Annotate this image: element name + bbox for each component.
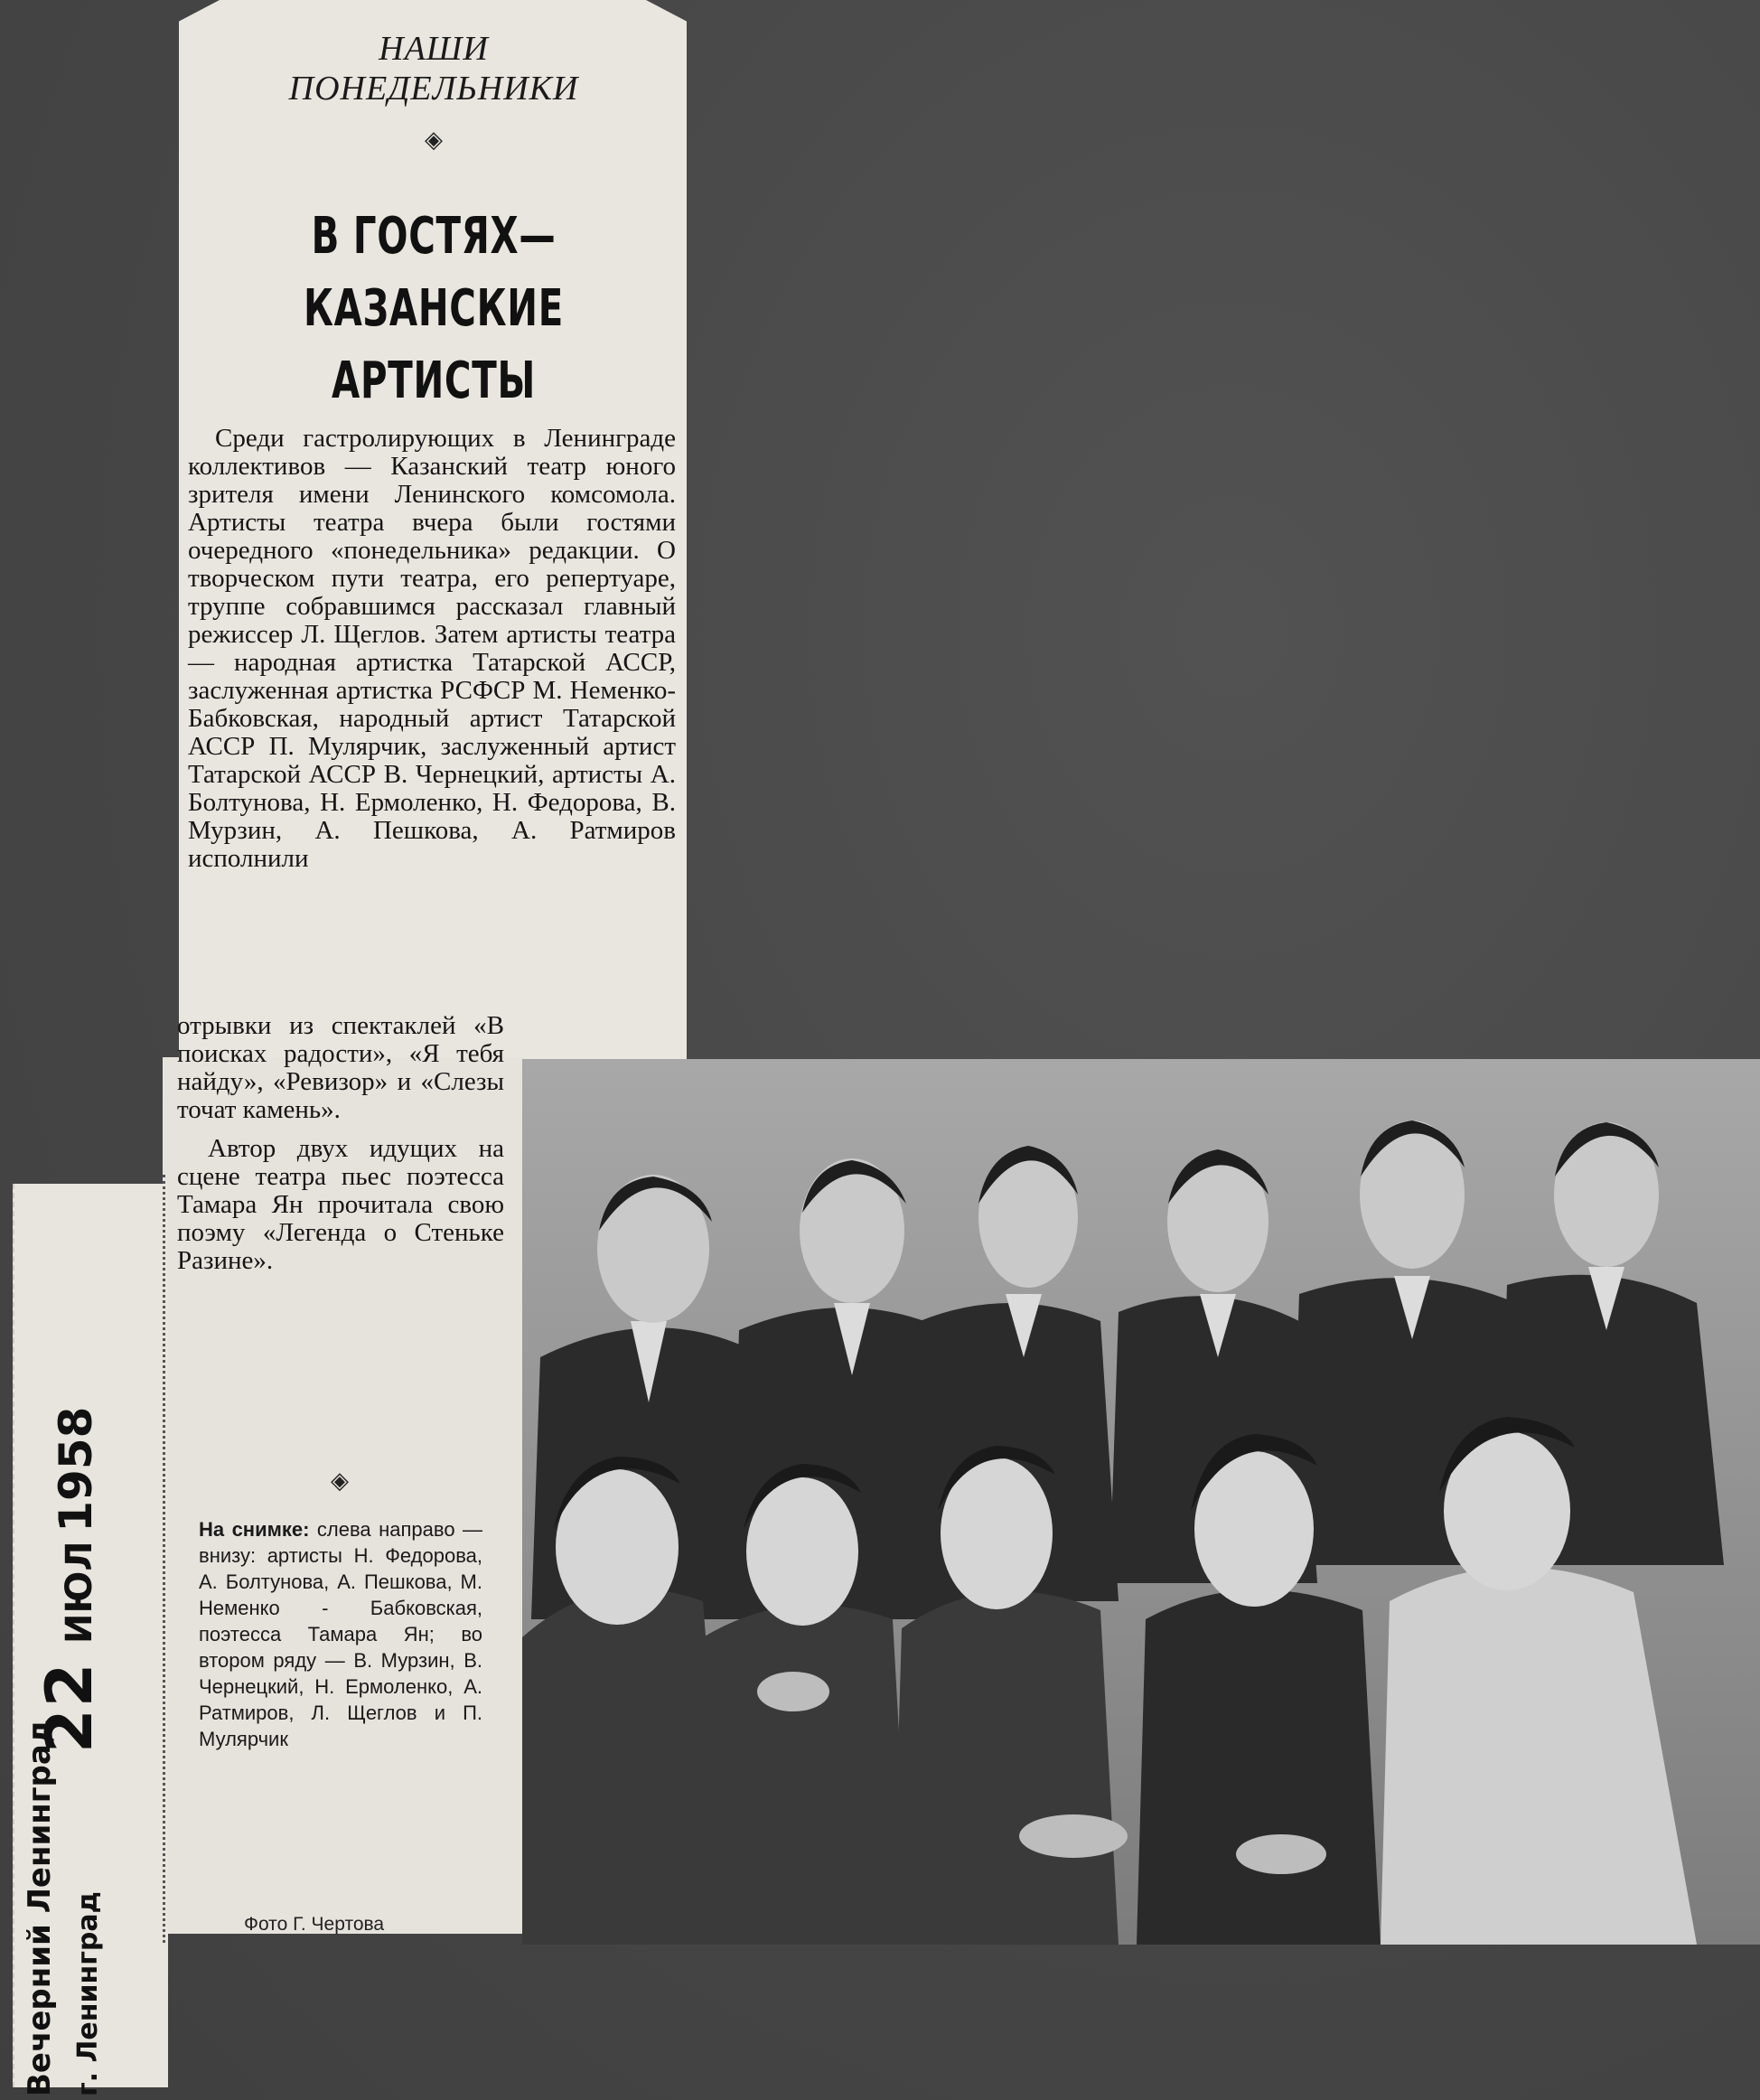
newspaper-masthead: Вечерний Ленинград [22,1719,58,2096]
newspaper-city: г. Ленинград [72,1891,104,2096]
headline-line-1: В ГОСТЯХ— [311,207,557,266]
photo-figures [522,1059,1760,1945]
group-photograph [522,1059,1760,1945]
date-stamp-year: 1958 [50,1406,102,1533]
rubric-line-1: НАШИ [379,30,489,68]
rubric-line-2: ПОНЕДЕЛЬНИКИ [288,70,579,108]
ornament-diamond-icon: ◈ [425,127,443,153]
headline-line-2: КАЗАНСКИЕ [303,279,565,338]
headline-line-3: АРТИСТЫ [332,352,536,410]
photo-credit: Фото Г. Чертова [244,1914,385,1935]
caption-lead: На снимке: [199,1518,310,1541]
date-stamp-month: ИЮЛ [59,1541,100,1644]
article-narrow-column [177,1012,504,1275]
article-paragraph-1: Среди гастролирующих в Ленинграде коллективов — Казанский театр юного зрителя имени Ленинского комсомола. Артисты театра вчера были гостями очередного «понедельника» редакции. О творческом пути театра, его репертуаре, труппе собравшимся рассказал главный режиссер Л. Щеглов. Затем артисты театра — народная артистка Татарской АССР, заслуженная артистка РСФСР М. Неменко-Бабковская, народный артист Татарской АССР П. Мулярчик, заслуженный артист Татарской АССР В. Чернецкий, артисты А. Болтунова, Н. Ермоленко, Н. Федорова, В. Мурзин, А. Пешкова, А. Ратмиров исполнили [188,424,676,873]
article-paragraph-1-continued: отрывки из спектаклей «В поисках радости», «Я тебя найду», «Ревизор» и «Слезы точат камень». [177,1011,504,1124]
article-paragraph-2: Автор двух идущих на сцене театра пьес поэтесса Тамара Ян прочитала свою поэму «Легенда о Стеньке Разине». [177,1134,504,1275]
rubric-title [181,29,687,108]
caption-text: слева направо — внизу: артисты Н. Федорова, А. Болтунова, А. Пешкова, М. Неменко - Бабковская, поэтесса Тамара Ян; во втором ряду — В. Мурзин, В. Чернецкий, Н. Ермоленко, А. Ратмиров, Л. Щеглов и П. Мулярчик [199,1518,482,1750]
ornament-diamond-icon-2: ◈ [331,1467,349,1494]
perforation-dots [163,1175,165,1943]
photo-caption [199,1516,482,1752]
headline [265,201,603,417]
date-stamp-day: 22 [33,1661,107,1753]
date-stamp [33,1407,107,1753]
